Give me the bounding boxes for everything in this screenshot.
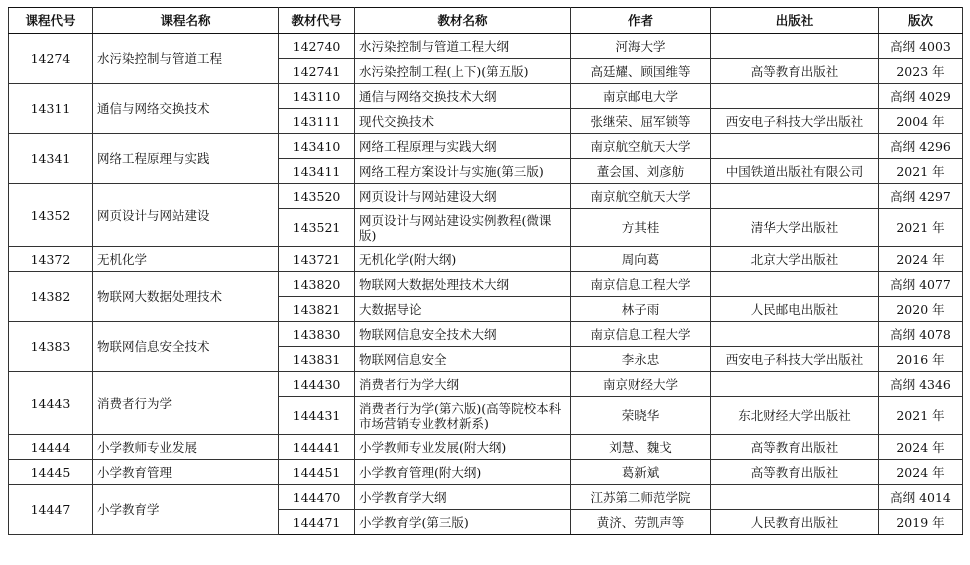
header-course-code: 课程代号: [9, 8, 93, 34]
table-body: [9, 34, 963, 535]
publisher-cell: 西安电子科技大学出版社: [711, 347, 879, 372]
author-cell: 董会国、刘彦舫: [571, 159, 711, 184]
book-code-cell: 144451: [279, 460, 355, 485]
publisher-cell: 东北财经大学出版社: [711, 397, 879, 435]
publisher-cell: 高等教育出版社: [711, 435, 879, 460]
book-code-cell: 143411: [279, 159, 355, 184]
publisher-cell: 高等教育出版社: [711, 59, 879, 84]
book-code-cell: 143821: [279, 297, 355, 322]
book-code-cell: 143831: [279, 347, 355, 372]
publisher-cell: 高等教育出版社: [711, 460, 879, 485]
book-code-cell: 143410: [279, 134, 355, 159]
course-textbook-table: [8, 7, 963, 535]
header-row: [9, 8, 963, 34]
edition-cell: 2023 年: [879, 59, 963, 84]
book-title-cell: 消费者行为学(第六版)(高等院校本科市场营销专业教材新系): [355, 397, 571, 435]
author-cell: 李永忠: [571, 347, 711, 372]
author-cell: 江苏第二师范学院: [571, 485, 711, 510]
edition-cell: 2020 年: [879, 297, 963, 322]
table-row: [9, 460, 963, 485]
course-code-cell: 14311: [9, 84, 93, 134]
header-publisher: 出版社: [711, 8, 879, 34]
course-name-cell: 通信与网络交换技术: [93, 84, 279, 134]
publisher-cell: [711, 272, 879, 297]
course-name-cell: 小学教育管理: [93, 460, 279, 485]
author-cell: 南京财经大学: [571, 372, 711, 397]
book-code-cell: 144471: [279, 510, 355, 535]
author-cell: 南京邮电大学: [571, 84, 711, 109]
header-author: 作者: [571, 8, 711, 34]
course-name-cell: 消费者行为学: [93, 372, 279, 435]
author-cell: 南京信息工程大学: [571, 322, 711, 347]
book-code-cell: 142740: [279, 34, 355, 59]
edition-cell: 2019 年: [879, 510, 963, 535]
author-cell: 葛新斌: [571, 460, 711, 485]
book-code-cell: 142741: [279, 59, 355, 84]
book-title-cell: 网络工程原理与实践大纲: [355, 134, 571, 159]
book-code-cell: 143520: [279, 184, 355, 209]
author-cell: 南京航空航天大学: [571, 184, 711, 209]
publisher-cell: [711, 372, 879, 397]
book-code-cell: 144441: [279, 435, 355, 460]
book-code-cell: 144430: [279, 372, 355, 397]
edition-cell: 2004 年: [879, 109, 963, 134]
book-title-cell: 网页设计与网站建设实例教程(微课版): [355, 209, 571, 247]
book-title-cell: 大数据导论: [355, 297, 571, 322]
author-cell: 方其桂: [571, 209, 711, 247]
book-title-cell: 网络工程方案设计与实施(第三版): [355, 159, 571, 184]
edition-cell: 2024 年: [879, 247, 963, 272]
book-code-cell: 143830: [279, 322, 355, 347]
course-name-cell: 物联网信息安全技术: [93, 322, 279, 372]
edition-cell: 高纲 4003: [879, 34, 963, 59]
course-code-cell: 14382: [9, 272, 93, 322]
course-name-cell: 网络工程原理与实践: [93, 134, 279, 184]
edition-cell: 高纲 4077: [879, 272, 963, 297]
course-name-cell: 小学教师专业发展: [93, 435, 279, 460]
book-title-cell: 小学教育学(第三版): [355, 510, 571, 535]
edition-cell: 2016 年: [879, 347, 963, 372]
edition-cell: 2021 年: [879, 209, 963, 247]
table-row: [9, 34, 963, 59]
course-code-cell: 14444: [9, 435, 93, 460]
course-code-cell: 14443: [9, 372, 93, 435]
table-row: [9, 247, 963, 272]
edition-cell: 2021 年: [879, 397, 963, 435]
author-cell: 南京信息工程大学: [571, 272, 711, 297]
book-title-cell: 水污染控制工程(上下)(第五版): [355, 59, 571, 84]
book-title-cell: 通信与网络交换技术大纲: [355, 84, 571, 109]
book-title-cell: 物联网大数据处理技术大纲: [355, 272, 571, 297]
table-row: [9, 485, 963, 510]
book-title-cell: 小学教育学大纲: [355, 485, 571, 510]
course-name-cell: 网页设计与网站建设: [93, 184, 279, 247]
course-code-cell: 14341: [9, 134, 93, 184]
course-code-cell: 14447: [9, 485, 93, 535]
book-title-cell: 物联网信息安全技术大纲: [355, 322, 571, 347]
edition-cell: 高纲 4296: [879, 134, 963, 159]
author-cell: 黄济、劳凯声等: [571, 510, 711, 535]
publisher-cell: [711, 485, 879, 510]
edition-cell: 2024 年: [879, 435, 963, 460]
course-name-cell: 小学教育学: [93, 485, 279, 535]
book-code-cell: 143111: [279, 109, 355, 134]
table-header: [9, 8, 963, 34]
header-course-name: 课程名称: [93, 8, 279, 34]
edition-cell: 高纲 4346: [879, 372, 963, 397]
header-edition: 版次: [879, 8, 963, 34]
publisher-cell: [711, 322, 879, 347]
author-cell: 荣晓华: [571, 397, 711, 435]
course-code-cell: 14274: [9, 34, 93, 84]
header-book-title: 教材名称: [355, 8, 571, 34]
book-title-cell: 物联网信息安全: [355, 347, 571, 372]
author-cell: 河海大学: [571, 34, 711, 59]
course-code-cell: 14372: [9, 247, 93, 272]
edition-cell: 2021 年: [879, 159, 963, 184]
author-cell: 南京航空航天大学: [571, 134, 711, 159]
book-code-cell: 143820: [279, 272, 355, 297]
course-code-cell: 14445: [9, 460, 93, 485]
edition-cell: 高纲 4297: [879, 184, 963, 209]
book-code-cell: 143110: [279, 84, 355, 109]
table-row: [9, 84, 963, 109]
table-row: [9, 184, 963, 209]
publisher-cell: [711, 184, 879, 209]
edition-cell: 高纲 4014: [879, 485, 963, 510]
table-row: [9, 322, 963, 347]
book-code-cell: 144431: [279, 397, 355, 435]
book-code-cell: 144470: [279, 485, 355, 510]
table-row: [9, 272, 963, 297]
book-title-cell: 消费者行为学大纲: [355, 372, 571, 397]
course-name-cell: 物联网大数据处理技术: [93, 272, 279, 322]
author-cell: 高廷耀、顾国维等: [571, 59, 711, 84]
publisher-cell: 人民教育出版社: [711, 510, 879, 535]
header-book-code: 教材代号: [279, 8, 355, 34]
table-row: [9, 134, 963, 159]
course-name-cell: 水污染控制与管道工程: [93, 34, 279, 84]
publisher-cell: [711, 84, 879, 109]
course-name-cell: 无机化学: [93, 247, 279, 272]
edition-cell: 2024 年: [879, 460, 963, 485]
course-code-cell: 14352: [9, 184, 93, 247]
book-title-cell: 现代交换技术: [355, 109, 571, 134]
author-cell: 张继荣、屈军锁等: [571, 109, 711, 134]
publisher-cell: 西安电子科技大学出版社: [711, 109, 879, 134]
book-title-cell: 小学教师专业发展(附大纲): [355, 435, 571, 460]
publisher-cell: 清华大学出版社: [711, 209, 879, 247]
publisher-cell: 中国铁道出版社有限公司: [711, 159, 879, 184]
book-code-cell: 143521: [279, 209, 355, 247]
publisher-cell: 北京大学出版社: [711, 247, 879, 272]
author-cell: 周向葛: [571, 247, 711, 272]
publisher-cell: [711, 34, 879, 59]
edition-cell: 高纲 4029: [879, 84, 963, 109]
table-row: [9, 372, 963, 397]
edition-cell: 高纲 4078: [879, 322, 963, 347]
publisher-cell: [711, 134, 879, 159]
course-code-cell: 14383: [9, 322, 93, 372]
publisher-cell: 人民邮电出版社: [711, 297, 879, 322]
book-title-cell: 无机化学(附大纲): [355, 247, 571, 272]
book-title-cell: 水污染控制与管道工程大纲: [355, 34, 571, 59]
book-code-cell: 143721: [279, 247, 355, 272]
book-title-cell: 小学教育管理(附大纲): [355, 460, 571, 485]
book-title-cell: 网页设计与网站建设大纲: [355, 184, 571, 209]
author-cell: 刘慧、魏戈: [571, 435, 711, 460]
author-cell: 林子雨: [571, 297, 711, 322]
table-row: [9, 435, 963, 460]
